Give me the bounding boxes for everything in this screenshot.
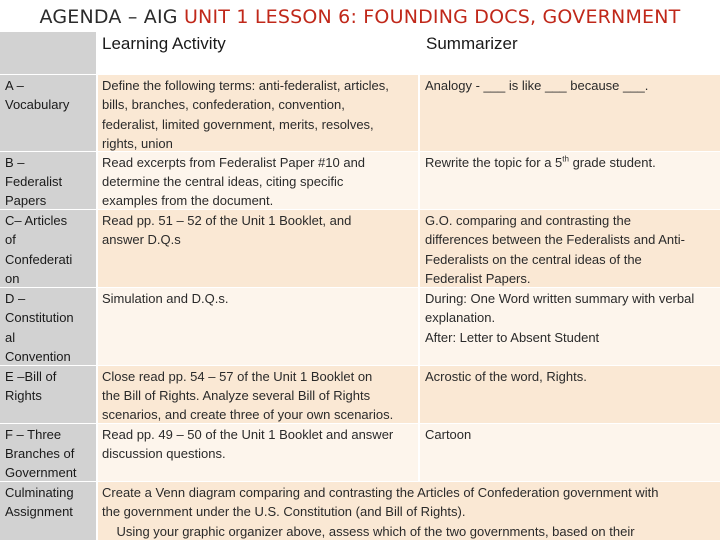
activity-line: Define the following terms: anti-federalist, articles, [102, 78, 389, 93]
row-label-cell [0, 423, 96, 481]
activity-cell [98, 365, 418, 423]
summarizer-line: explanation. [425, 310, 496, 325]
table-row [0, 209, 720, 287]
row-label-line: Confederati [5, 252, 73, 267]
activity-line: the government under the U.S. Constitution (and Bill of Rights). [102, 504, 466, 519]
row-label-cell [0, 209, 96, 287]
summarizer-line: Cartoon [425, 427, 472, 442]
summarizer-line: Federalists on the central ideas of the [425, 252, 642, 267]
row-label-line: B – [5, 155, 25, 170]
row-label-line: E –Bill of [5, 369, 57, 384]
row-label-line: A – [5, 78, 24, 93]
row-divider [0, 481, 720, 482]
activity-line: Simulation and D.Q.s. [102, 291, 229, 306]
summarizer-line: G.O. comparing and contrasting the [425, 213, 631, 228]
activity-line: rights, union [102, 136, 173, 151]
header-row [98, 32, 720, 74]
row-divider [0, 209, 720, 210]
header-label-cell [0, 32, 96, 74]
row-label-line: Federalist [5, 174, 63, 189]
row-label-line: D – [5, 291, 26, 306]
activity-line: scenarios, and create three of your own scenarios. [102, 407, 394, 422]
row-label-line: Branches of [5, 446, 75, 461]
title-unit-lesson: UNIT 1 LESSON 6: FOUNDING DOCS, GOVERNMENT [183, 6, 681, 28]
summarizer-text: Rewrite the topic for a 5 [425, 155, 563, 170]
header-learning-activity: Learning Activity [102, 34, 226, 53]
activity-line: Read pp. 51 – 52 of the Unit 1 Booklet, and [102, 213, 352, 228]
row-label-cell [0, 481, 96, 540]
table-row [0, 481, 720, 540]
activity-cell [98, 287, 418, 365]
row-label-line: C– Articles [5, 213, 68, 228]
activity-line: the Bill of Rights. Analyze several Bill of Rights [102, 388, 371, 403]
activity-cell [98, 209, 418, 287]
row-label-line: al [5, 330, 16, 345]
row-label-cell [0, 151, 96, 209]
row-label-line: of [5, 232, 16, 247]
summarizer-line: During: One Word written summary with verbal [425, 291, 695, 306]
activity-line: determine the central ideas, citing specific [102, 174, 344, 189]
table-row [0, 287, 720, 365]
header-summarizer: Summarizer [426, 34, 518, 53]
row-divider [0, 365, 720, 366]
row-divider [0, 423, 720, 424]
activity-line: Create a Venn diagram comparing and contrasting the Articles of Confederation government with [102, 485, 659, 500]
activity-line: Read excerpts from Federalist Paper #10 and [102, 155, 366, 170]
summarizer-cell [420, 74, 720, 151]
row-label-line: Government [5, 465, 77, 480]
activity-cell [98, 151, 418, 209]
activity-line: examples from the document. [102, 193, 274, 208]
row-label-line: Vocabulary [5, 97, 70, 112]
summarizer-line: Analogy - ___ is like ___ because ___. [425, 78, 649, 93]
row-label-cell [0, 287, 96, 365]
activity-line: Close read pp. 54 – 57 of the Unit 1 Booklet on [102, 369, 373, 384]
row-divider [0, 287, 720, 288]
activity-line: Read pp. 49 – 50 of the Unit 1 Booklet and answer [102, 427, 394, 442]
row-divider [0, 151, 720, 152]
summarizer-cell [420, 287, 720, 365]
activity-line: answer D.Q.s [102, 232, 181, 247]
table-row [0, 151, 720, 209]
table-row [0, 365, 720, 423]
summarizer-cell [420, 423, 720, 481]
summarizer-line: Acrostic of the word, Rights. [425, 369, 587, 384]
culminating-activity-cell [98, 481, 720, 540]
row-label-line: Convention [5, 349, 71, 364]
activity-cell [98, 74, 418, 151]
summarizer-line: After: Letter to Absent Student [425, 330, 600, 345]
row-label-line: F – Three [5, 427, 62, 442]
activity-line: federalist, limited government, merits, resolves, [102, 117, 374, 132]
summarizer-line: Federalist Papers. [425, 271, 531, 286]
row-label-line: Papers [5, 193, 47, 208]
agenda-table [0, 32, 720, 540]
summarizer-text: grade student. [568, 155, 656, 170]
row-label-cell [0, 365, 96, 423]
activity-line: Using your graphic organizer above, assess which of the two governments, based on their [102, 524, 635, 539]
summarizer-cell [420, 365, 720, 423]
row-label-line: Assignment [5, 504, 73, 519]
row-divider [0, 74, 720, 75]
superscript-th: th [562, 154, 569, 164]
row-label-line: on [5, 271, 20, 286]
activity-line: bills, branches, confederation, convention, [102, 97, 345, 112]
table-row [0, 423, 720, 481]
row-label-line: Rights [5, 388, 42, 403]
title-prefix: AGENDA – AIG [39, 6, 184, 28]
activity-cell [98, 423, 418, 481]
summarizer-line: differences between the Federalists and Anti- [425, 232, 685, 247]
summarizer-cell [420, 209, 720, 287]
summarizer-line [425, 153, 656, 172]
row-label-cell [0, 74, 96, 151]
activity-line: discussion questions. [102, 446, 226, 461]
summarizer-cell [420, 151, 720, 209]
row-label-line: Culminating [5, 485, 74, 500]
row-label-line: Constitution [5, 310, 74, 325]
agenda-title [0, 0, 720, 34]
table-row [0, 74, 720, 151]
